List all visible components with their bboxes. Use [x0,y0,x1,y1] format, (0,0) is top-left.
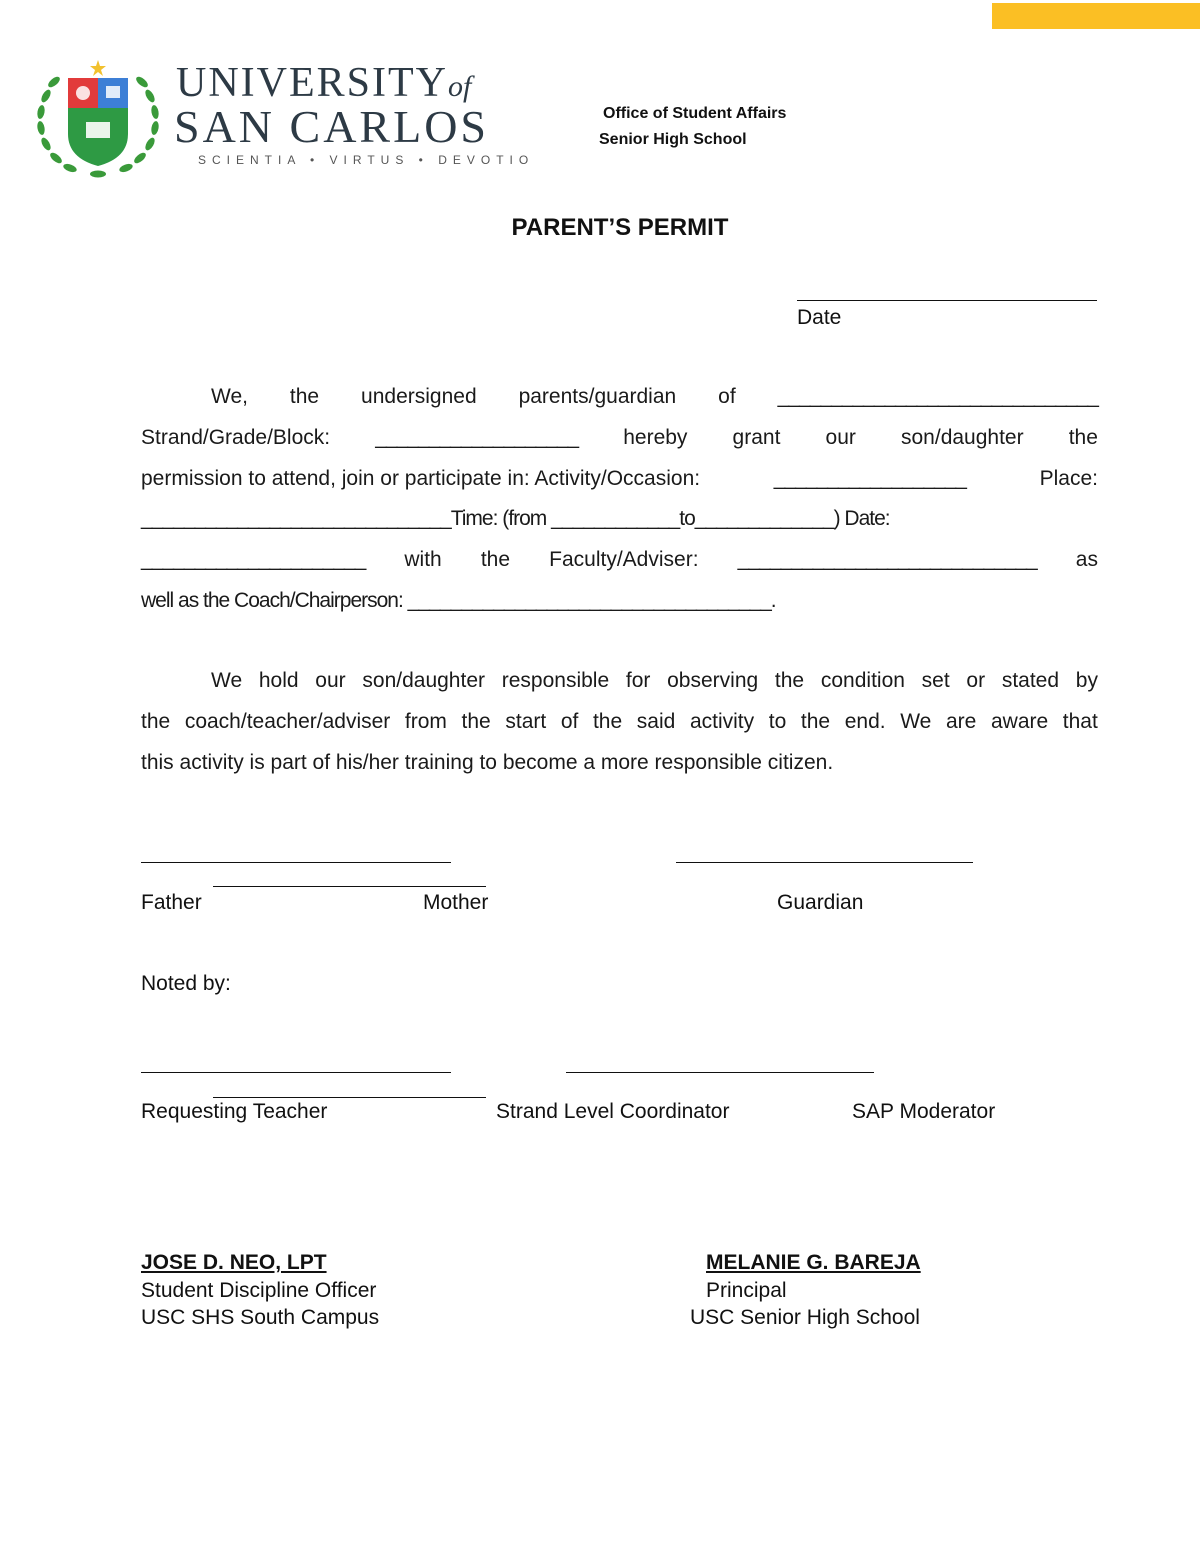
requesting-teacher-label: Requesting Teacher [141,1100,328,1123]
word: of [718,385,736,408]
principal-role: Principal [706,1279,787,1302]
requesting-teacher-signature-line [141,1072,451,1073]
office-line2: Senior High School [599,131,747,148]
word: that [1062,710,1098,733]
word: start [505,710,547,733]
paragraph2-line3: this activity is part of his/her training to become a more responsible citizen. [141,751,834,774]
word: activity [689,710,755,733]
father-label: Father [141,891,202,914]
word: by [1075,669,1098,692]
paragraph1-line3 [141,467,1098,491]
word: parents/guardian [518,385,677,408]
date-blank: _____________________ [141,548,366,571]
paragraph1-line1 [211,385,1098,409]
word: hereby [623,426,688,449]
logo-wordmark-line2: SAN CARLOS [174,101,490,152]
word: are [945,710,977,733]
paragraph2-line2 [141,710,1098,734]
word: or [966,669,986,692]
word: Place: [1039,467,1098,490]
logo-wordmark-line1 [176,62,471,104]
guardian-signature-line [676,862,973,863]
mother-signature-line [213,886,486,887]
discipline-officer-unit: USC SHS South Campus [141,1306,380,1329]
principal-name: MELANIE G. BAREJA [706,1251,921,1274]
father-signature-line [141,862,451,863]
word: the [141,710,171,733]
word: We, [211,385,248,408]
word: as [1075,548,1098,571]
strand-level-coordinator-label: Strand Level Coordinator [496,1100,730,1123]
student-name-blank: ______________________________ [777,385,1098,408]
office-heading [599,101,786,153]
discipline-officer-name: JOSE D. NEO, LPT [141,1251,327,1274]
paragraph2-line1 [211,669,1098,693]
word: the [774,669,805,692]
discipline-officer-role: Student Discipline Officer [141,1279,377,1302]
sap-moderator-label: SAP Moderator [852,1100,996,1123]
word: condition [820,669,905,692]
word: responsible [501,669,610,692]
date-signature-line [797,300,1097,301]
document-title: PARENT’S PERMIT [511,214,729,241]
word: coach/teacher/adviser [184,710,391,733]
word: the [800,710,831,733]
date-label: Date [797,306,842,329]
word: undersigned [361,385,477,408]
sap-moderator-signature-line [566,1072,874,1073]
word: from [404,710,447,733]
logo-wordmark-university: UNIVERSITY [176,60,448,106]
word: to [768,710,787,733]
phrase: permission to attend, join or participate in: Activity/Occasion: [141,467,701,490]
word: with [404,548,442,571]
logo-wordmark-of: of [447,70,472,103]
logo-motto: SCIENTIA • VIRTUS • DEVOTIO [198,153,535,167]
strand-grade-block-blank: ___________________ [375,426,579,449]
word: stated [1001,669,1060,692]
guardian-label: Guardian [777,891,864,914]
accent-bar [992,3,1200,29]
paragraph1-line5 [141,548,1098,572]
word: Faculty/Adviser: [549,548,699,571]
adviser-blank: ____________________________ [737,548,1037,571]
word: son/daughter [362,669,485,692]
word: aware [990,710,1049,733]
word: the [592,710,623,733]
word: son/daughter [901,426,1024,449]
paragraph1-line6: well as the Coach/Chairperson: __________________________________. [141,589,776,612]
word: of [560,710,579,733]
word: We [211,669,243,692]
word: set [921,669,950,692]
word: grant [732,426,781,449]
word: Strand/Grade/Block: [141,426,331,449]
office-line1: Office of Student Affairs [603,105,787,122]
word: hold [258,669,299,692]
word: our [825,426,856,449]
word: our [315,669,346,692]
coordinator-signature-line [213,1097,486,1098]
paragraph1-line2 [141,426,1098,450]
word: observing [667,669,759,692]
word: for [625,669,651,692]
word: We [900,710,932,733]
place-time-date-blanks: _____________________________Time: (from ____________to_____________) Date: [141,507,890,530]
word: end. [844,710,886,733]
principal-unit: USC Senior High School [690,1306,920,1329]
university-seal-logo [32,56,164,180]
word: the [289,385,320,408]
word: the [480,548,511,571]
activity-blank: __________________ [773,467,966,490]
noted-by-label: Noted by: [141,972,231,995]
mother-label: Mother [423,891,489,914]
word: the [1068,426,1098,449]
word: the [461,710,491,733]
paragraph1-line4 [141,507,890,531]
word: said [636,710,676,733]
